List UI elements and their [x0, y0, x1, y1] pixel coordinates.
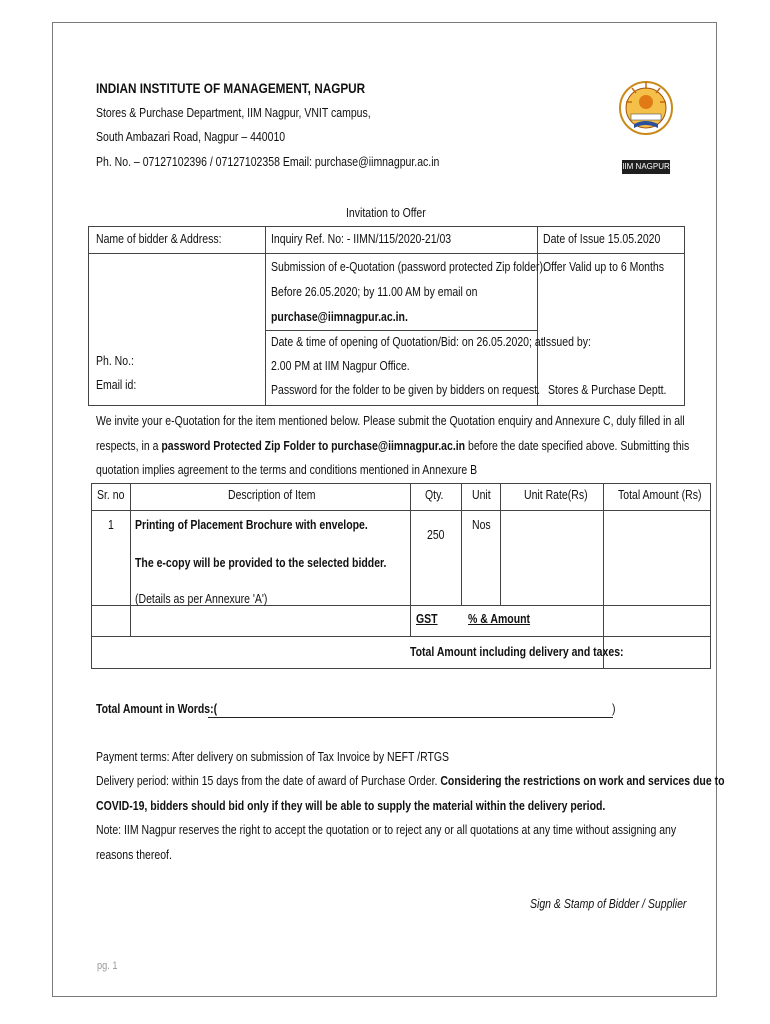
opening-line-2: 2.00 PM at IIM Nagpur Office.	[271, 359, 410, 373]
items-table-bottom	[91, 668, 711, 669]
address-line-1: Stores & Purchase Department, IIM Nagpur, VNIT campus,	[96, 106, 371, 120]
gst-label: GST	[416, 612, 438, 626]
institute-name: INDIAN INSTITUTE OF MANAGEMENT, NAGPUR	[96, 80, 366, 96]
header-unit-rate: Unit Rate(Rs)	[524, 488, 588, 502]
row-sr-no: 1	[108, 518, 114, 532]
row-qty: 250	[427, 528, 445, 542]
invite-line-1: We invite your e-Quotation for the item mentioned below. Please submit the Quotation enquiry and Annexure C, duly filled in all	[96, 414, 685, 428]
note-line-2: reasons thereof.	[96, 848, 172, 862]
items-col-desc	[410, 483, 411, 637]
issued-by-label: Issued by:	[543, 335, 591, 349]
items-gst-bottom	[91, 636, 711, 637]
invite-line-3: quotation implies agreement to the terms and conditions mentioned in Annexure B	[96, 463, 478, 477]
submission-line-2: Before 26.05.2020; by 11.00 AM by email on	[271, 285, 478, 299]
info-col-3	[684, 226, 685, 406]
info-col-0	[88, 226, 89, 406]
header-qty: Qty.	[425, 488, 444, 502]
bidder-label: Name of bidder & Address:	[96, 232, 222, 246]
delivery-period-line-2: COVID-19, bidders should bid only if they will be able to supply the material within the delivery period.	[96, 799, 606, 813]
info-col-2	[537, 226, 538, 406]
header-unit: Unit	[472, 488, 491, 502]
date-of-issue: Date of Issue 15.05.2020	[543, 232, 661, 246]
items-col-rate	[603, 483, 604, 669]
page-number: pg. 1	[97, 960, 118, 972]
logo-emblem-icon	[618, 66, 674, 176]
row-description-2: The e-copy will be provided to the selected bidder.	[135, 556, 387, 570]
row-unit: Nos	[472, 518, 491, 532]
inquiry-ref: Inquiry Ref. No: - IIMN/115/2020-21/03	[271, 232, 452, 246]
opening-line-1: Date & time of opening of Quotation/Bid: on 26.05.2020; at	[271, 335, 544, 349]
row-description-1: Printing of Placement Brochure with envelope.	[135, 518, 368, 532]
info-table-row2	[265, 330, 537, 331]
email-label: Email id:	[96, 378, 137, 392]
logo-caption: IIM NAGPUR	[622, 162, 670, 171]
items-col-unit	[500, 483, 501, 606]
gst-amount-label: % & Amount	[468, 612, 531, 626]
issued-by: Stores & Purchase Deptt.	[548, 383, 667, 397]
total-in-words-close: )	[612, 702, 616, 716]
invite-line-2: respects, in a password Protected Zip Folder to purchase@iimnagpur.ac.in before the date specified above. Submitting this	[96, 439, 690, 453]
row-description-3: (Details as per Annexure 'A')	[135, 592, 268, 606]
items-col-sr	[130, 483, 131, 637]
offer-validity: Offer Valid up to 6 Months	[543, 260, 665, 274]
info-table-top	[88, 226, 685, 227]
items-col-qty	[461, 483, 462, 606]
document-title: Invitation to Offer	[346, 206, 426, 220]
signature-line: Sign & Stamp of Bidder / Supplier	[530, 897, 687, 911]
institute-logo	[618, 66, 674, 176]
header-total-amount: Total Amount (Rs)	[618, 488, 702, 502]
payment-terms: Payment terms: After delivery on submission of Tax Invoice by NEFT /RTGS	[96, 750, 450, 764]
total-in-words-line	[208, 717, 613, 718]
info-table-row1	[88, 253, 685, 254]
submission-email: purchase@iimnagpur.ac.in.	[271, 310, 408, 324]
note-line-1: Note: IIM Nagpur reserves the right to accept the quotation or to reject any or all quotations at any time without assigning any	[96, 823, 677, 837]
items-col-left	[91, 483, 92, 669]
total-in-words-label: Total Amount in Words:(	[96, 702, 218, 716]
phone-label: Ph. No.:	[96, 354, 134, 368]
info-col-1	[265, 226, 266, 406]
opening-line-3: Password for the folder to be given by bidders on request.	[271, 383, 541, 397]
header-sr-no: Sr. no	[97, 488, 125, 502]
items-header-bottom	[91, 510, 711, 511]
submission-line-1: Submission of e-Quotation (password protected Zip folder):	[271, 260, 546, 274]
info-table-bottom	[88, 405, 685, 406]
total-amount-label: Total Amount including delivery and taxes:	[410, 645, 624, 659]
items-col-right	[710, 483, 711, 669]
contact-line: Ph. No. – 07127102396 / 07127102358 Email: purchase@iimnagpur.ac.in	[96, 155, 440, 169]
items-table-top	[91, 483, 711, 484]
address-line-2: South Ambazari Road, Nagpur – 440010	[96, 130, 286, 144]
header-description: Description of Item	[228, 488, 316, 502]
delivery-period-line-1: Delivery period: within 15 days from the date of award of Purchase Order. Considering the restrictions on work and services due to	[96, 774, 725, 788]
